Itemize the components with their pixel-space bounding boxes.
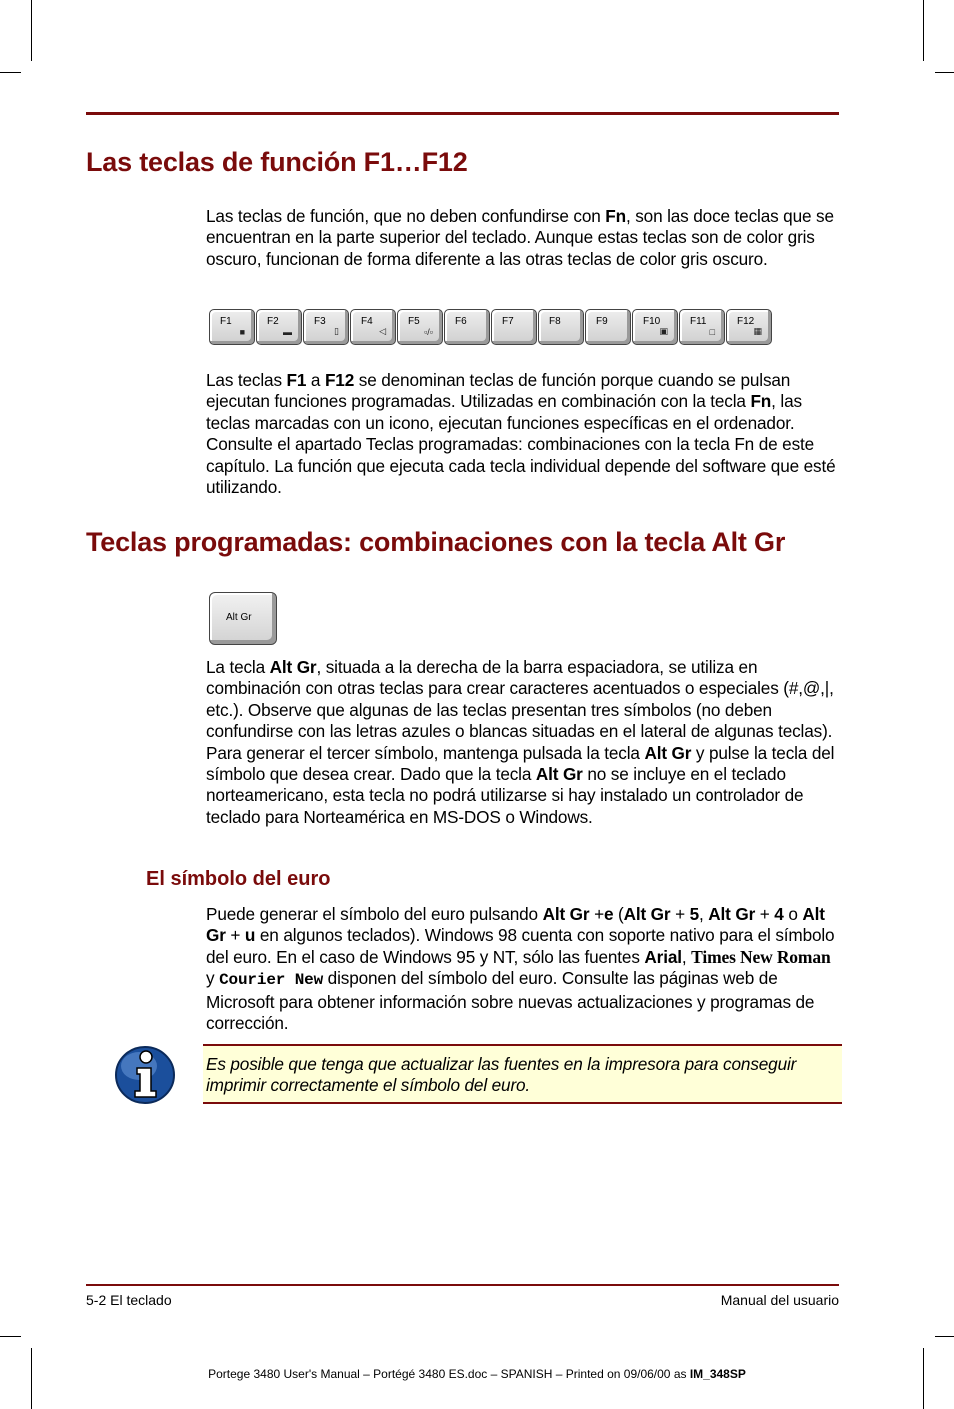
- lock-icon: ■: [239, 327, 245, 337]
- subsection-title-euro: El símbolo del euro: [146, 868, 331, 890]
- footer-rule: [86, 1284, 839, 1286]
- key-f3: F3 ▯: [303, 309, 349, 345]
- footer-page-label: 5-2 El teclado: [86, 1292, 172, 1308]
- crop-mark: [923, 0, 924, 61]
- crop-mark: [935, 72, 954, 73]
- info-icon: [113, 1044, 177, 1106]
- note-text: Es posible que tenga que actualizar las fuentes en la impresora para conseguir imprimir correctamente el símbolo del euro.: [206, 1054, 797, 1096]
- brightness-icon: ▣: [659, 326, 668, 336]
- paragraph-function-keys-intro: Las teclas de función, que no deben confundirse con Fn, son las doce teclas que se encuentran en la parte superior del teclado. Aunque estas teclas son de color gris oscuro, funcionan de forma diferente a las otras teclas de color gris oscuro.: [206, 206, 834, 269]
- header-rule: [86, 112, 839, 115]
- crop-mark: [0, 72, 21, 73]
- crop-mark: [0, 1336, 21, 1337]
- footer-manual-label: Manual del usuario: [720, 1292, 839, 1308]
- key-f4: F4 ◁: [350, 309, 396, 345]
- paragraph-alt-gr: La tecla Alt Gr, situada a la derecha de la barra espaciadora, se utiliza en combinación con otras teclas para crear caracteres acentuados o especiales (#,@,|, etc.). Observe que algunas de las teclas presentan tres símbolos (no deben confundirse con las letras azules o blancas situadas en el lateral de algunas teclas). Para generar el tercer símbolo, mantenga pulsada la tecla Alt Gr y pulse la tecla del símbolo que desea crear. Dado que la tecla Alt Gr no se incluye en el teclado norteamericano, esta tecla no podrá utilizarse si hay instalado un controlador de teclado para Norteamérica en MS-DOS o Windows.: [206, 657, 835, 827]
- key-f12: F12 ▦: [726, 309, 772, 345]
- paragraph-function-keys-detail: Las teclas F1 a F12 se denominan teclas de función porque cuando se pulsan ejecutan funciones programadas. Utilizadas en combinación con la tecla Fn, las teclas marcadas con un icono, ejecutan funciones específicas en el ordenador. Consulte el apartado Teclas programadas: combinaciones con la tecla Fn de este capítulo. La función que ejecuta cada tecla individual depende del software que esté utilizando.: [206, 370, 836, 498]
- alt-gr-key: Alt Gr: [209, 592, 277, 645]
- key-f1: F1 ■: [209, 309, 255, 345]
- crop-mark: [31, 0, 32, 61]
- display-icon: ▫/▫: [424, 327, 433, 337]
- keypad-icon: ▦: [753, 326, 762, 336]
- key-f10: F10 ▣: [632, 309, 678, 345]
- key-f11: F11 □: [679, 309, 725, 345]
- print-info-line: Portege 3480 User's Manual – Portégé 3480 ES.doc – SPANISH – Printed on 09/06/00 as IM_348SP: [208, 1367, 746, 1381]
- key-f7: F7: [491, 309, 537, 345]
- function-keys-strip: [209, 309, 783, 349]
- battery-icon: ▯: [334, 326, 339, 336]
- key-f2: F2 ▬: [256, 309, 302, 345]
- sleep-icon: ▬: [283, 327, 292, 337]
- key-f6: F6: [444, 309, 490, 345]
- key-f5: F5 ▫/▫: [397, 309, 443, 345]
- crop-mark: [935, 1336, 954, 1337]
- section-title-alt-gr: Teclas programadas: combinaciones con la tecla Alt Gr: [86, 527, 786, 557]
- section-title-function-keys: Las teclas de función F1…F12: [86, 147, 468, 177]
- key-f8: F8: [538, 309, 584, 345]
- info-note: [203, 1044, 842, 1104]
- key-f9: F9: [585, 309, 631, 345]
- speaker-icon: ◁: [379, 326, 386, 336]
- pad-icon: □: [709, 327, 715, 337]
- paragraph-euro: Puede generar el símbolo del euro pulsando Alt Gr +e (Alt Gr + 5, Alt Gr + 4 o Alt Gr + u en algunos teclados). Windows 98 cuenta con soporte nativo para el símbolo del euro. En el caso de Windows 95 y NT, sólo las fuentes Arial, Times New Roman y Courier New disponen del símbolo del euro. Consulte las páginas web de Microsoft para obtener información sobre nuevas actualizaciones y programas de corrección.: [206, 904, 835, 1034]
